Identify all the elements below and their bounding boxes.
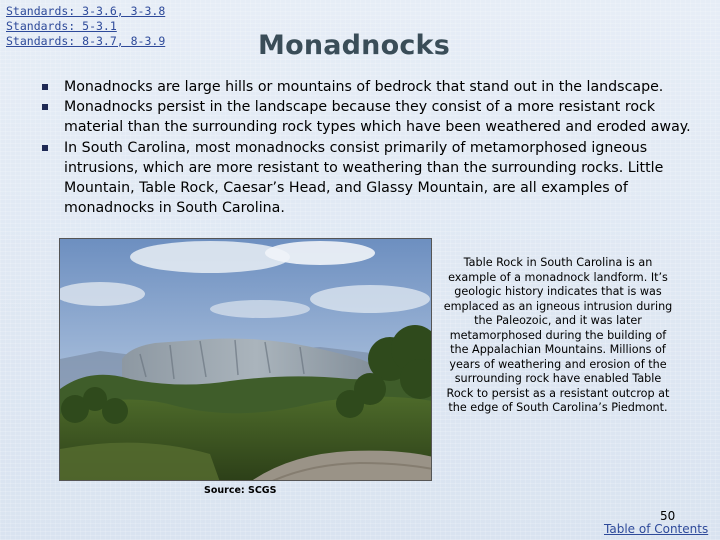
table-rock-illustration — [60, 239, 432, 481]
square-bullet-icon — [42, 145, 48, 151]
table-of-contents-link[interactable]: Table of Contents — [604, 522, 709, 536]
table-rock-photo — [59, 238, 432, 481]
bullet-item — [40, 138, 700, 219]
bullet-item — [40, 77, 700, 97]
bullet-text: Monadnocks persist in the landscape because they consist of a more resistant rock material than the surrounding rock types which have been weathered and eroded away. — [64, 99, 691, 136]
bullet-item — [40, 97, 700, 137]
standards-links — [6, 4, 165, 49]
standards-link-1[interactable]: Standards: 3-3.6, 3-3.8 — [6, 4, 166, 18]
page-number: 50 — [660, 509, 676, 523]
slide-title: Monadnocks — [258, 30, 450, 61]
bullet-text: Monadnocks are large hills or mountains of bedrock that stand out in the landscape. — [64, 79, 664, 95]
photo-source: Source: SCGS — [204, 485, 277, 496]
bullet-list — [40, 77, 700, 218]
standards-link-2[interactable]: Standards: 5-3.1 — [6, 19, 117, 33]
standards-link-3[interactable]: Standards: 8-3.7, 8-3.9 — [6, 34, 166, 48]
square-bullet-icon — [42, 104, 48, 110]
bullet-text: In South Carolina, most monadnocks consist primarily of metamorphosed igneous intrusions, which are more resistant to weathering than the surrounding rocks. Little Mountain, Table Rock, Caesar’s Head, and Glassy Mountain, are all examples of monadnocks in South Carolina. — [64, 139, 664, 217]
square-bullet-icon — [42, 84, 48, 90]
photo-caption: Table Rock in South Carolina is an example of a monadnock landform. It’s geologic history indicates that is was emplaced as an igneous intrusion during the Paleozoic, and it was later metamorphosed during the building of the Appalachian Mountains. Millions of years of weathering and erosion of the surrounding rock have enabled Table Rock to persist as a resistant outcrop at the edge of South Carolina’s Piedmont. — [443, 256, 673, 414]
